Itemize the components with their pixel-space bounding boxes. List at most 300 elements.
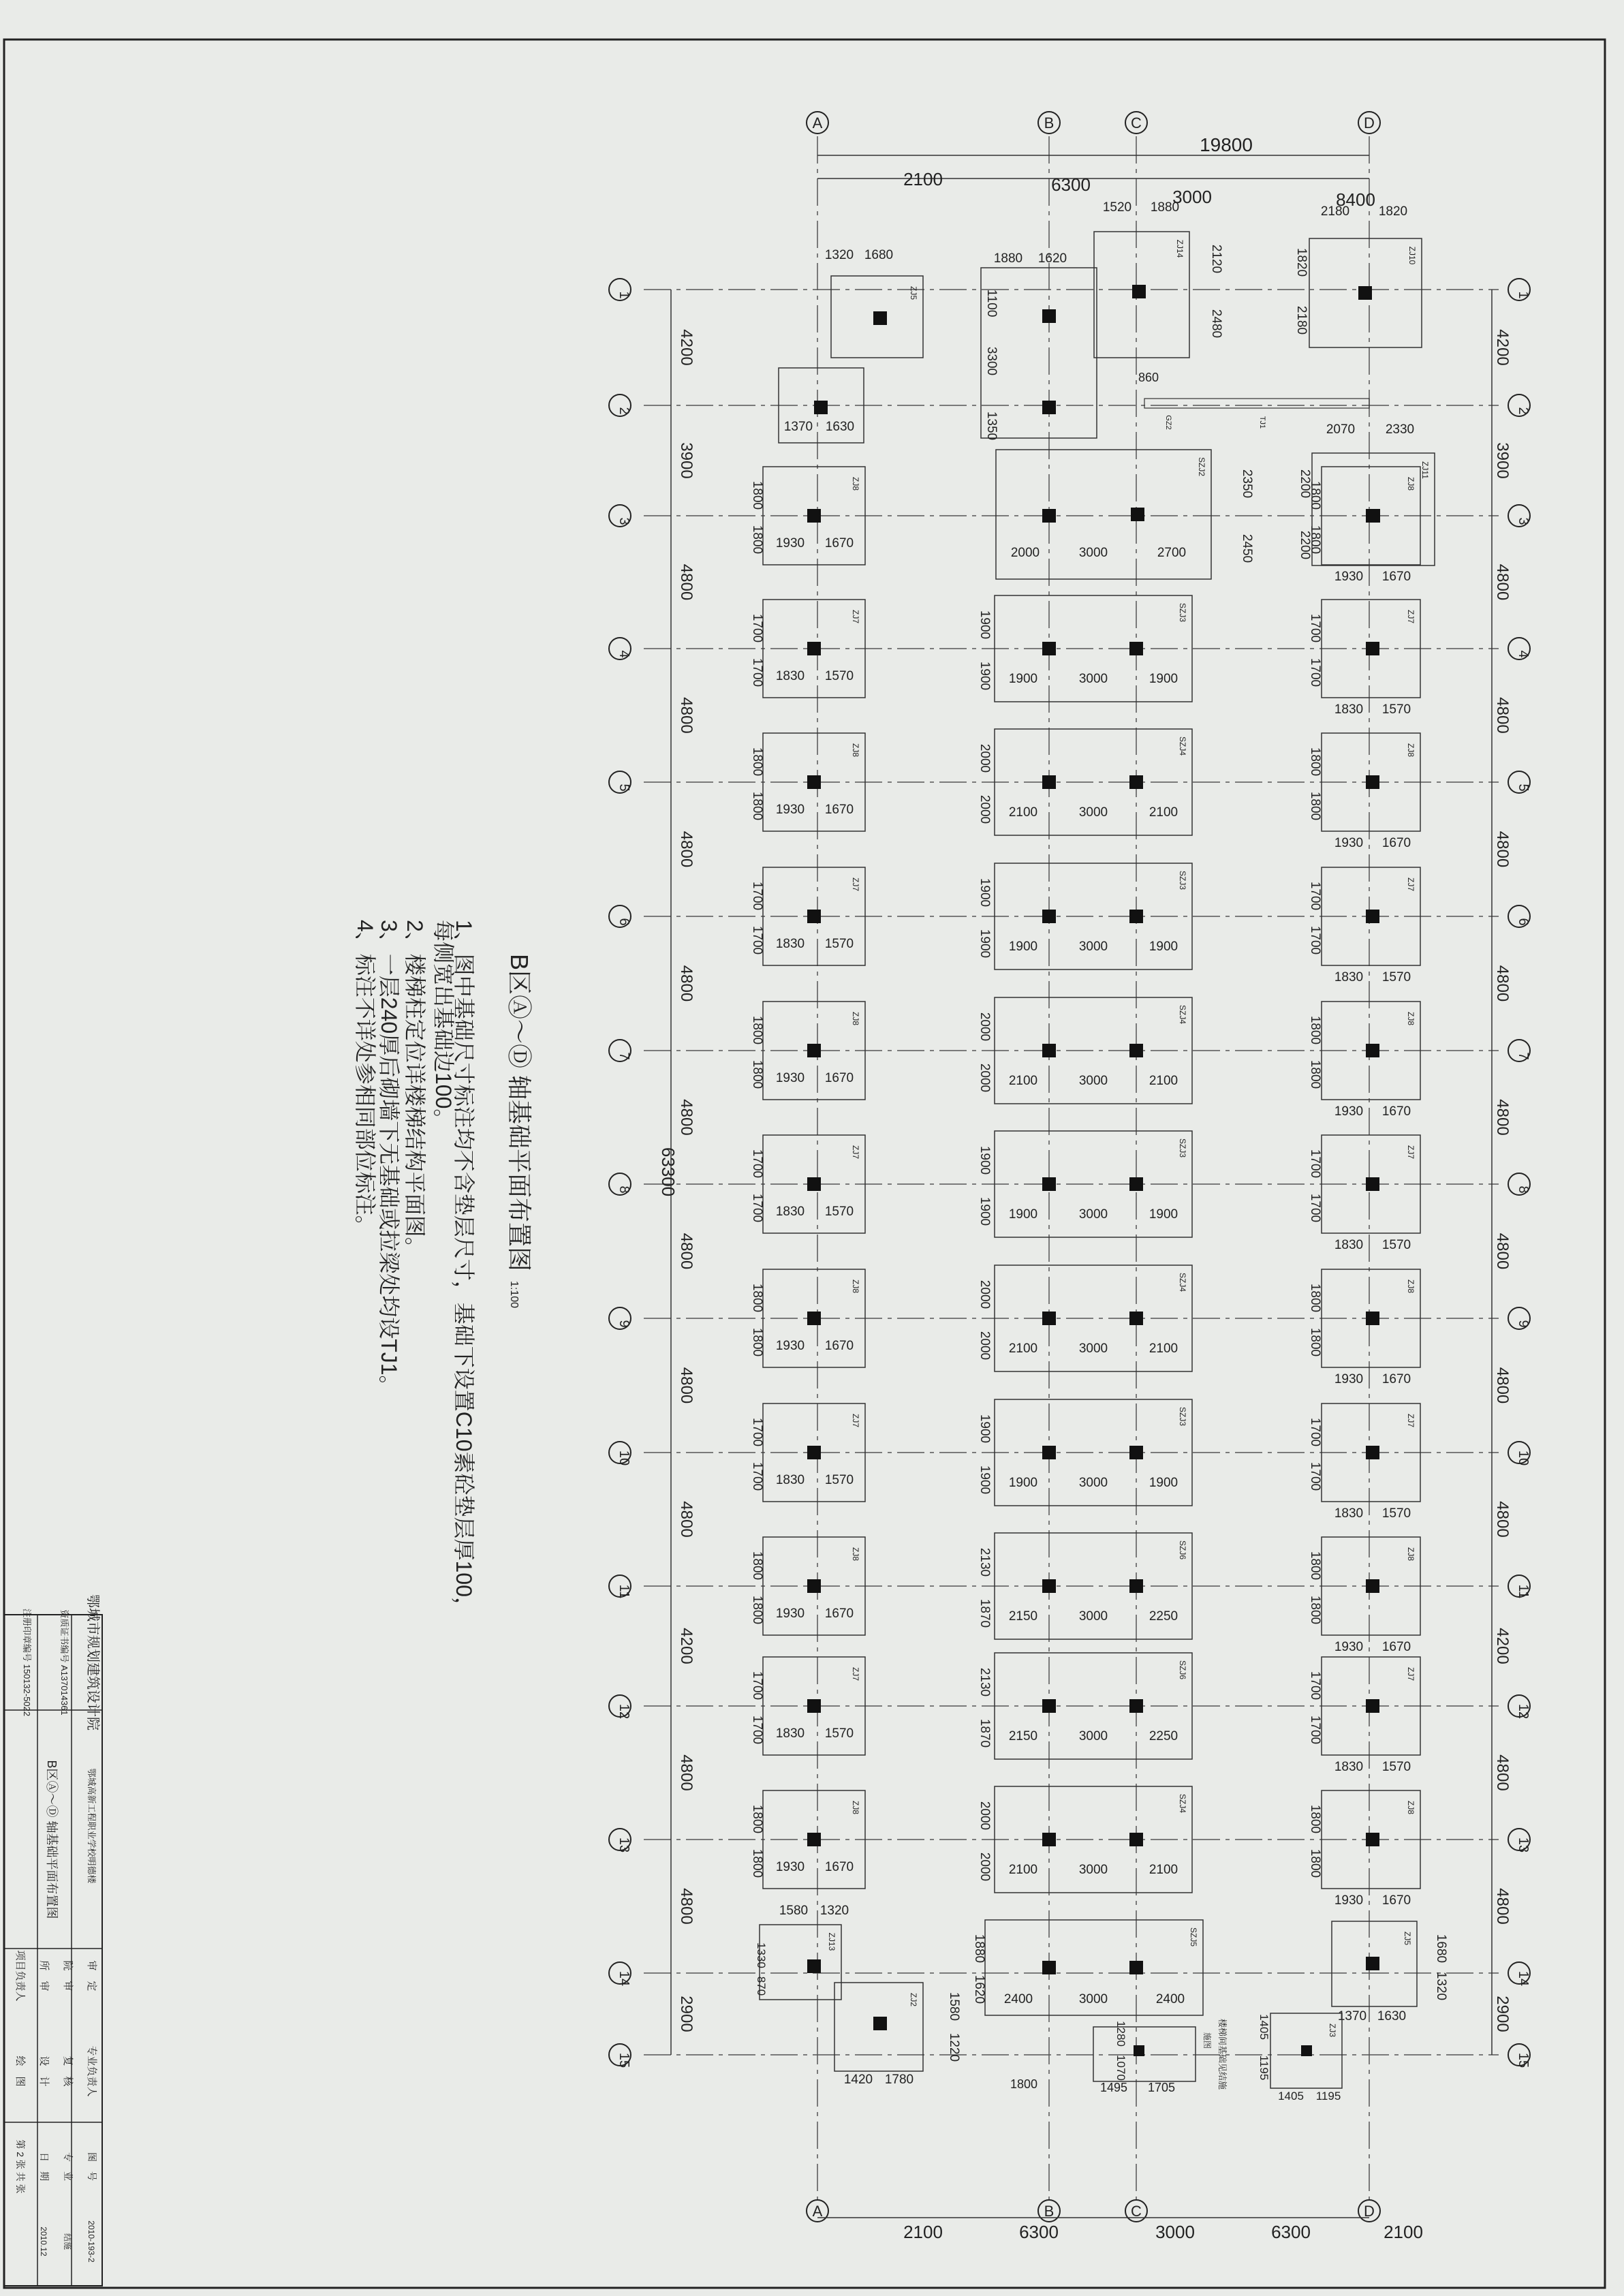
dim-bottom-3: 6300 [1271, 2222, 1311, 2242]
dim-v: 1900 [978, 661, 992, 691]
column-mark [1129, 775, 1143, 789]
dim-h: 1830 [1334, 970, 1364, 984]
dim-v: 1900 [978, 929, 992, 959]
dim-h: 1670 [1381, 1104, 1411, 1119]
dim-h: 1570 [824, 937, 854, 951]
dim-h: 1370 [783, 420, 813, 434]
axis-label-6: 6 [1516, 918, 1531, 926]
dim-h: 1830 [775, 1205, 805, 1219]
dim-right-5: 4800 [1493, 965, 1512, 1002]
dim-v: 1800 [750, 1595, 764, 1625]
column-mark [1129, 1044, 1143, 1057]
column-mark [873, 311, 887, 325]
footing-mid-r8-tag: SZJ3 [1178, 1138, 1187, 1158]
tj1-label: TJ1 [1258, 416, 1266, 429]
dim-v: 1680 [1434, 1934, 1448, 1964]
dim-v: 1800 [1308, 1804, 1322, 1834]
footing-left-r6-tag: ZJ7 [851, 877, 860, 892]
tb-row-left: 项目负责人 [14, 1950, 26, 2002]
dim-v: 2000 [978, 1331, 992, 1361]
dim-v: 1800 [1308, 1283, 1322, 1313]
dim-left-5: 4800 [677, 965, 696, 1002]
dim-h: 2700 [1157, 546, 1187, 560]
dim-v: 2130 [978, 1667, 992, 1697]
stair-note: 楼梯间基础见结施 [1217, 2018, 1228, 2090]
axis-label-14: 14 [616, 1970, 631, 1987]
dim-h: 3000 [1078, 1341, 1108, 1356]
footing-right-r6-tag: ZJ7 [1406, 877, 1416, 892]
tb-row-left: 院 审 [62, 1960, 74, 1991]
dim-h: 1900 [1149, 672, 1178, 686]
stair-sub: 施图 [1202, 2032, 1212, 2049]
column-mark [1366, 1312, 1379, 1325]
column-mark [1042, 1961, 1056, 1974]
column-mark [1301, 2045, 1312, 2056]
tb-row-right-label: 第 2 张 共 张 [15, 2139, 26, 2194]
footing-left-r13-tag: ZJ8 [851, 1800, 860, 1815]
dim-v: 1800 [750, 525, 764, 555]
dim-h: 1570 [1381, 1760, 1411, 1774]
column-mark [807, 1446, 821, 1459]
column-mark [1129, 1699, 1143, 1713]
dim-h: 1820 [1378, 204, 1408, 219]
dim-h: 1570 [824, 1473, 854, 1487]
dim-v: 1800 [750, 1059, 764, 1089]
axis-label-11: 11 [1516, 1584, 1531, 1599]
dim-right-4: 4800 [1493, 831, 1512, 868]
dim-v: 1800 [750, 791, 764, 821]
dim-h: 2000 [1010, 546, 1040, 560]
dim-left-12: 4800 [677, 1888, 696, 1925]
axis-label-4: 4 [1516, 650, 1531, 658]
column-mark [1129, 1312, 1143, 1325]
dim-ab-span: 6300 [1051, 174, 1091, 195]
axis-label-C: C [1131, 114, 1142, 131]
column-mark [1042, 1833, 1056, 1846]
column-mark [1366, 1044, 1379, 1057]
dim-left-11: 4800 [677, 1754, 696, 1791]
footing-right-r8-tag: ZJ7 [1406, 1145, 1416, 1160]
dim-v: 1700 [1308, 657, 1322, 687]
dim-v: 1900 [978, 1145, 992, 1175]
dim-right-9: 4800 [1493, 1501, 1512, 1538]
dim-h: 1195 [1315, 2090, 1341, 2103]
dim-h: 1405 [1278, 2090, 1304, 2103]
footing-right-r7-tag: ZJ8 [1406, 1011, 1416, 1026]
dim-v: 1900 [978, 878, 992, 907]
axis-label-9: 9 [1516, 1320, 1531, 1328]
dim-h: 2250 [1149, 1729, 1178, 1743]
dim-h: 1930 [1334, 836, 1364, 850]
column-mark [1129, 642, 1143, 655]
column-mark [1129, 1446, 1143, 1459]
footing-left-r12-tag: ZJ7 [851, 1666, 860, 1681]
tb-qual: 资质证书编号 A137014361 [59, 1609, 69, 1716]
footing-left-r3-tag: ZJ8 [851, 476, 860, 491]
footing-right-r10-tag: ZJ7 [1406, 1413, 1416, 1428]
dim-h: 1670 [824, 536, 854, 550]
dim-bc-span: 3000 [1172, 187, 1212, 207]
dim-v: 1700 [750, 881, 764, 911]
dim-right-7: 4800 [1493, 1232, 1512, 1270]
axis-label-A: A [812, 114, 823, 131]
dim-bottom-2: 3000 [1155, 2222, 1195, 2242]
dim-v: 2200 [1298, 469, 1312, 499]
dim-h: 1670 [824, 1860, 854, 1874]
footing-right-r4-tag: ZJ7 [1406, 609, 1416, 624]
dim-h: 1900 [1008, 940, 1038, 954]
dim-h: 3000 [1078, 1609, 1108, 1624]
footing-zj2-tag: ZJ2 [909, 1992, 918, 2007]
column-mark [807, 1959, 821, 1973]
axis-label-A: A [812, 2203, 823, 2220]
dim-h: 1900 [1149, 1207, 1178, 1222]
dim-h: 2100 [1149, 1341, 1178, 1356]
footing-zj5-r14-tag: ZJ5 [1403, 1931, 1412, 1946]
dim-v: 870 [755, 1976, 768, 1996]
footing-szj2-tag: SZJ2 [1197, 456, 1206, 477]
column-mark [1129, 910, 1143, 923]
column-mark [1129, 1177, 1143, 1191]
column-mark [1366, 642, 1379, 655]
dim-right-11: 4800 [1493, 1754, 1512, 1791]
dim-h: 2100 [1149, 805, 1178, 820]
dim-v: 1800 [1308, 1327, 1322, 1357]
column-mark [1131, 508, 1144, 521]
dim-h: 1520 [1102, 200, 1132, 215]
dim-v: 1700 [750, 613, 764, 643]
dim-h: 1570 [824, 1726, 854, 1741]
tb-reg: 注册印章编号 150132-5022 [22, 1608, 32, 1717]
column-mark [1042, 1177, 1056, 1191]
footing-zj11-tag: ZJ11 [1420, 461, 1430, 479]
tb-row-mid: 专业负责人 [86, 2045, 97, 2097]
dim-v: 1800 [1308, 1848, 1322, 1878]
dim-v: 1700 [750, 925, 764, 955]
column-mark [1042, 401, 1056, 414]
gz2-label: GZ2 [1164, 415, 1172, 430]
note-line: 3、一层240厚后砌墙下无基础或拉梁处均设TJ1。 [377, 920, 401, 1397]
dim-v: 1800 [1308, 1551, 1322, 1581]
dim-v: 1800 [750, 1283, 764, 1313]
dim-h: 1880 [993, 251, 1023, 266]
dim-v: 1700 [750, 657, 764, 687]
dim-h: 3000 [1078, 1992, 1108, 2006]
dim-a-offset: 2100 [903, 169, 943, 189]
dim-h: 3000 [1078, 1207, 1108, 1222]
axis-label-3: 3 [616, 517, 631, 525]
dim-v: 1800 [1308, 1595, 1322, 1625]
tb-drawing-title: B区Ⓐ～Ⓓ 轴基础平面布置图 [45, 1760, 59, 1919]
column-mark [807, 775, 821, 789]
dim-v: 2480 [1209, 309, 1223, 339]
dim-h: 1705 [1147, 2081, 1176, 2094]
axis-label-5: 5 [1516, 784, 1531, 792]
dim-h: 1570 [1381, 1238, 1411, 1252]
footing-mid-r5-tag: SZJ4 [1178, 736, 1187, 756]
tb-row-left: 所 审 [38, 1960, 50, 1991]
dim-h: 1800 [1010, 2077, 1038, 2091]
dim-h: 3000 [1078, 672, 1108, 686]
tb-row-mid: 绘 图 [14, 2055, 26, 2087]
dim-v: 1800 [750, 1804, 764, 1834]
column-mark [807, 1833, 821, 1846]
dim-h: 1930 [1334, 1104, 1364, 1119]
dim-v: 2000 [978, 1801, 992, 1831]
dim-left-3: 4800 [677, 697, 696, 734]
dim-v: 1700 [1308, 1417, 1322, 1447]
axis-label-13: 13 [1516, 1837, 1531, 1853]
dim-h: 2180 [1320, 204, 1350, 219]
dim-h: 1670 [1381, 836, 1411, 850]
footing-zj3-tag: ZJ3 [1328, 2023, 1337, 2038]
dim-h: 1570 [1381, 1506, 1411, 1521]
dim-h: 1930 [775, 1071, 805, 1085]
dim-h: 1930 [1334, 570, 1364, 584]
axis-label-C: C [1131, 2203, 1142, 2220]
dim-v: 1800 [750, 747, 764, 777]
dim-h: 1670 [824, 1607, 854, 1621]
axis-label-12: 12 [616, 1703, 631, 1720]
dim-v: 1100 [984, 289, 999, 317]
axis-label-5: 5 [616, 784, 631, 792]
dim-h: 1670 [824, 1071, 854, 1085]
dim-v: 1700 [1308, 613, 1322, 643]
dim-v: 1800 [750, 480, 764, 510]
column-mark [1042, 1044, 1056, 1057]
footing-mid-r11-tag: SZJ6 [1178, 1540, 1187, 1560]
dim-left-0: 4200 [677, 329, 696, 366]
dim-right-6: 4800 [1493, 1099, 1512, 1136]
dim-right-8: 4800 [1493, 1367, 1512, 1404]
dim-left-10: 4200 [677, 1628, 696, 1664]
dim-v: 2000 [978, 794, 992, 824]
column-mark [1042, 910, 1056, 923]
footing-left-r10-tag: ZJ7 [851, 1413, 860, 1428]
footing-left-r8-tag: ZJ7 [851, 1145, 860, 1160]
dim-h: 2100 [1008, 1863, 1038, 1877]
dim-left-2: 4800 [677, 563, 696, 601]
dim-h: 1680 [864, 248, 894, 262]
dim-left-1: 3900 [677, 442, 696, 479]
dim-h: 2100 [1008, 1341, 1038, 1356]
column-mark [1042, 509, 1056, 523]
note-line: 1、图中基础尺寸标注均不含垫层尺寸，基础下设置C10素砼垫层厚100， [452, 920, 476, 1619]
dim-right-3: 4800 [1493, 697, 1512, 734]
tb-row-right-label: 图 号 [87, 2152, 97, 2181]
dim-v: 1800 [750, 1015, 764, 1045]
dim-h: 1930 [775, 1860, 805, 1874]
dim-h: 2100 [1008, 1074, 1038, 1088]
footing-mid-r12-tag: SZJ6 [1178, 1660, 1187, 1680]
footing-zj10-tag: ZJ10 [1407, 246, 1417, 265]
axis-label-15: 15 [1516, 2052, 1531, 2068]
dim-h: 1830 [775, 1473, 805, 1487]
dim-v: 1800 [1308, 1015, 1322, 1045]
dim-right-13: 2900 [1493, 1996, 1512, 2032]
dim-h: 3000 [1078, 805, 1108, 820]
column-mark [1134, 2045, 1144, 2056]
column-mark [814, 401, 828, 414]
axis-label-B: B [1044, 114, 1055, 131]
dim-right-2: 4800 [1493, 563, 1512, 601]
axis-label-B: B [1044, 2203, 1055, 2220]
dim-h: 1670 [824, 1339, 854, 1353]
footing-mid-r4-tag: SZJ3 [1178, 602, 1187, 623]
axis-label-D: D [1364, 2203, 1375, 2220]
dim-v: 1700 [750, 1417, 764, 1447]
axis-label-D: D [1364, 114, 1375, 131]
column-mark [807, 1699, 821, 1713]
dim-h: 2100 [1008, 805, 1038, 820]
dim-h: 1620 [1037, 251, 1067, 266]
dim-v: 2000 [978, 1279, 992, 1309]
dim-h: 2150 [1008, 1609, 1038, 1624]
dim-h: 1830 [775, 937, 805, 951]
footing-right-r11-tag: ZJ8 [1406, 1547, 1416, 1562]
dim-v: 1800 [1308, 747, 1322, 777]
dim-h: 1830 [1334, 702, 1364, 717]
tb-company: 鄂城市规划建筑设计院 [85, 1594, 100, 1731]
dim-h: 1320 [824, 248, 854, 262]
dim-v: 1405 [1258, 2014, 1270, 2040]
axis-label-1: 1 [616, 291, 631, 299]
note-line: 2、楼梯柱定位详楼梯结构平面图。 [403, 920, 427, 1259]
column-mark [1366, 1957, 1379, 1970]
dim-v: 1330 [755, 1942, 768, 1968]
dim-v: 2120 [1209, 244, 1223, 274]
dim-v: 1800 [750, 1551, 764, 1581]
dim-left-8: 4800 [677, 1367, 696, 1404]
footing-right-r12-tag: ZJ7 [1406, 1666, 1416, 1681]
column-mark [807, 910, 821, 923]
dim-v: 1900 [978, 1414, 992, 1444]
dim-h: 1830 [775, 1726, 805, 1741]
dim-left-6: 4800 [677, 1099, 696, 1136]
dim-left-9: 4800 [677, 1501, 696, 1538]
dim-v: 1350 [984, 411, 999, 441]
dim-v: 2000 [978, 1852, 992, 1882]
tb-row-right-label: 专 业 [63, 2152, 74, 2181]
tb-project: 鄂城高新工程职业学校明德楼 [87, 1768, 97, 1884]
dim-right-1: 3900 [1493, 442, 1512, 479]
dim-v: 1580 [947, 1991, 961, 2021]
dim-v: 1870 [978, 1598, 992, 1628]
column-mark [807, 1579, 821, 1593]
column-mark [1042, 1312, 1056, 1325]
axis-label-1: 1 [1516, 291, 1531, 299]
dim-v: 1320 [1434, 1971, 1448, 2001]
notes-title: B区Ⓐ～Ⓓ 轴基础平面布置图 [505, 954, 533, 1272]
axis-label-13: 13 [616, 1837, 631, 1853]
footing-zj13-tag: ZJ13 [827, 1932, 837, 1951]
dim-v: 2450 [1240, 533, 1254, 563]
dim-h: 1320 [819, 1904, 849, 1918]
dim-h: 2250 [1149, 1609, 1178, 1624]
dim-h: 1900 [1149, 940, 1178, 954]
column-mark [807, 1044, 821, 1057]
dim-left-4: 4800 [677, 831, 696, 868]
dim-h: 1900 [1008, 672, 1038, 686]
dim-h: 2400 [1003, 1992, 1033, 2006]
dim-v: 1700 [750, 1193, 764, 1223]
dim-v: 1700 [750, 1715, 764, 1745]
dim-h: 1630 [825, 420, 855, 434]
notes-scale: 1:100 [508, 1281, 520, 1309]
dim-h: 2400 [1155, 1992, 1185, 2006]
dim-h: 1570 [824, 1205, 854, 1219]
column-mark [1367, 509, 1380, 523]
dim-h: 1900 [1008, 1476, 1038, 1490]
dim-h: 1495 [1099, 2081, 1128, 2094]
note-line: 每侧宽出基础边100。 [431, 920, 456, 1131]
dim-v: 1800 [1308, 791, 1322, 821]
axis-label-2: 2 [616, 407, 631, 415]
dim-total: 63300 [658, 1147, 678, 1197]
dim-v: 1700 [750, 1671, 764, 1701]
dim-h: 1930 [1334, 1372, 1364, 1386]
column-mark [1366, 1446, 1379, 1459]
dim-v: 1800 [1308, 525, 1322, 555]
tb-row-right-val: 2010.12 [39, 2227, 48, 2256]
dim-v: 1800 [1308, 1059, 1322, 1089]
column-mark [1132, 285, 1146, 298]
dim-h: 3000 [1078, 940, 1108, 954]
column-mark [1366, 1177, 1379, 1191]
footing-zj5-top-tag: ZJ5 [909, 285, 918, 300]
dim-h: 1570 [1381, 970, 1411, 984]
dim-v: 1700 [1308, 1193, 1322, 1223]
dim-h: 1930 [775, 536, 805, 550]
axis-label-7: 7 [616, 1052, 631, 1060]
dim-h: 1830 [1334, 1506, 1364, 1521]
dim-v: 1700 [1308, 1149, 1322, 1179]
tb-row-right-val: 结施 [63, 2233, 72, 2250]
column-mark [873, 2017, 887, 2030]
dim-h: 3000 [1078, 1476, 1108, 1490]
column-mark [1042, 1446, 1056, 1459]
axis-label-15: 15 [616, 2052, 631, 2068]
dim-v: 1900 [978, 1196, 992, 1226]
dim-right-12: 4800 [1493, 1888, 1512, 1925]
dim-cd-span: 8400 [1336, 189, 1375, 210]
axis-label-4: 4 [616, 650, 631, 658]
column-mark [1366, 1579, 1379, 1593]
column-mark [1129, 1961, 1143, 1974]
dim-v: 2000 [978, 1012, 992, 1042]
tb-row-left: 审 定 [86, 1960, 97, 1991]
axis-label-7: 7 [1516, 1052, 1531, 1060]
dim-v: 1900 [978, 610, 992, 640]
dim-h: 1930 [775, 803, 805, 817]
dim-v: 2180 [1294, 305, 1309, 335]
dim-v: 1700 [750, 1461, 764, 1491]
dim-bottom-4: 2100 [1384, 2222, 1423, 2242]
column-mark [1042, 642, 1056, 655]
dim-v: 1880 [972, 1934, 986, 1964]
tb-row-mid: 复 核 [62, 2055, 74, 2087]
dim-v: 1800 [1308, 480, 1322, 510]
dim-h: 1570 [1381, 702, 1411, 717]
column-mark [1042, 1699, 1056, 1713]
dim-h: 1370 [1337, 2009, 1367, 2023]
dim-right-10: 4200 [1493, 1628, 1512, 1664]
dim-right-0: 4200 [1493, 329, 1512, 366]
footing-left-r7-tag: ZJ8 [851, 1011, 860, 1026]
dim-h: 1580 [779, 1904, 809, 1918]
dim-h: 2070 [1326, 422, 1356, 437]
column-mark [1366, 910, 1379, 923]
